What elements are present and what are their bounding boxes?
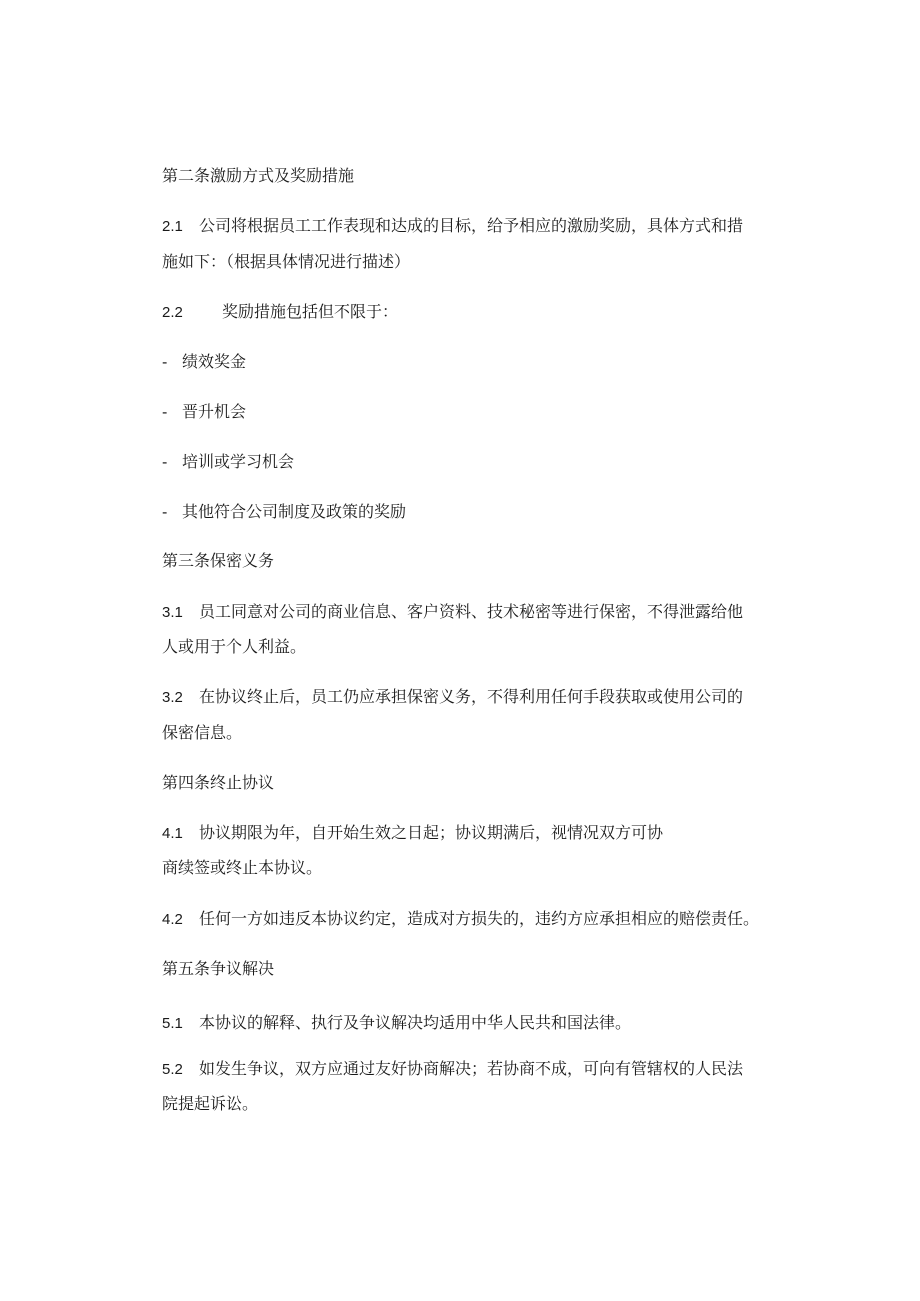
- clause-4-1-line-1: [162, 823, 663, 844]
- clause-4-2: [162, 909, 759, 930]
- bullet-item-3: [162, 452, 294, 473]
- clause-2-2: [162, 302, 398, 323]
- clause-text: 公司将根据员工工作表现和达成的目标，给予相应的激励奖励，具体方式和措: [199, 216, 744, 235]
- bullet-marker: -: [162, 454, 168, 471]
- clause-3-1-line-2: 人或用于个人利益。: [162, 637, 307, 656]
- clause-text: 在协议终止后，员工仍应承担保密义务，不得利用任何手段获取或使用公司的: [199, 687, 744, 706]
- clause-3-2-line-2: 保密信息。: [162, 723, 243, 742]
- bullet-text: 其他符合公司制度及政策的奖励: [182, 502, 407, 521]
- article-2-heading: 第二条激励方式及奖励措施: [162, 166, 355, 185]
- clause-5-2-line-1: [162, 1059, 743, 1080]
- bullet-marker: -: [162, 504, 168, 521]
- clause-text: 本协议的解释、执行及争议解决均适用中华人民共和国法律。: [199, 1013, 632, 1032]
- clause-text: 员工同意对公司的商业信息、客户资料、技术秘密等进行保密，不得泄露给他: [199, 602, 744, 621]
- clause-number: 4.2: [162, 911, 183, 928]
- clause-number: 3.2: [162, 689, 183, 706]
- clause-text: 任何一方如违反本协议约定，造成对方损失的，违约方应承担相应的赔偿责任。: [199, 909, 760, 928]
- clause-2-1-line-2: 施如下：（根据具体情况进行描述）: [162, 252, 411, 271]
- clause-text: 协议期限为年，自开始生效之日起；协议期满后，视情况双方可协: [199, 823, 664, 842]
- bullet-text: 培训或学习机会: [182, 452, 295, 471]
- clause-text: 奖励措施包括但不限于：: [222, 302, 399, 321]
- bullet-item-2: [162, 402, 246, 423]
- clause-number: 4.1: [162, 825, 183, 842]
- clause-number: 2.1: [162, 218, 183, 235]
- article-3-heading: 第三条保密义务: [162, 551, 275, 570]
- bullet-text: 晋升机会: [182, 402, 247, 421]
- clause-3-2-line-1: [162, 687, 743, 708]
- clause-4-1-line-2: 商续签或终止本协议。: [162, 858, 323, 877]
- clause-text: 如发生争议，双方应通过友好协商解决；若协商不成，可向有管辖权的人民法: [199, 1059, 744, 1078]
- clause-number: 2.2: [162, 304, 183, 321]
- clause-2-1-line-1: [162, 216, 743, 237]
- clause-5-2-line-2: 院提起诉讼。: [162, 1094, 259, 1113]
- article-5-heading: 第五条争议解决: [162, 959, 275, 978]
- clause-number: 5.1: [162, 1015, 183, 1032]
- clause-number: 3.1: [162, 604, 183, 621]
- bullet-marker: -: [162, 354, 168, 371]
- bullet-marker: -: [162, 404, 168, 421]
- clause-5-1: [162, 1013, 631, 1034]
- clause-number: 5.2: [162, 1061, 183, 1078]
- article-4-heading: 第四条终止协议: [162, 773, 275, 792]
- bullet-item-1: [162, 352, 246, 373]
- bullet-item-4: [162, 502, 406, 523]
- bullet-text: 绩效奖金: [182, 352, 247, 371]
- clause-3-1-line-1: [162, 602, 743, 623]
